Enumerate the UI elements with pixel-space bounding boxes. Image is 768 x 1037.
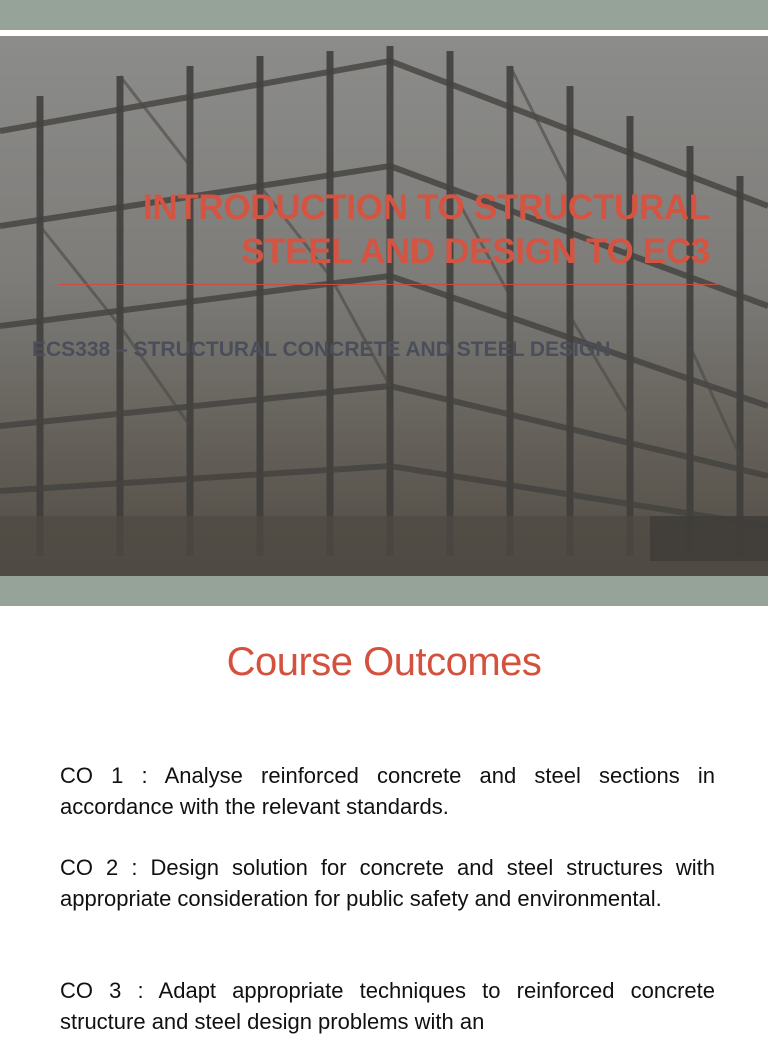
course-outcome-2: CO 2 : Design solution for concrete and steel structures with appropriate consideration for public safety and environmental. xyxy=(60,855,715,911)
top-band xyxy=(0,0,768,30)
section-title: Course Outcomes xyxy=(226,640,542,684)
slide-title-line-2: STEEL AND DESIGN TO EC3 xyxy=(241,232,710,271)
title-underline xyxy=(58,284,718,285)
steel-frame-photo xyxy=(0,36,768,576)
course-outcome-1: CO 1 : Analyse reinforced concrete and steel sections in accordance with the relevant standards. xyxy=(60,763,715,819)
slide-title-line-1: INTRODUCTION TO STRUCTURAL xyxy=(142,188,710,227)
steel-frame-illustration xyxy=(0,36,768,576)
slide-title xyxy=(60,186,710,274)
course-outcome-3: CO 3 : Adapt appropriate techniques to reinforced concrete structure and steel design problems with an xyxy=(60,978,715,1034)
slide-subtitle: ECS338 – STRUCTURAL CONCRETE AND STEEL DESIGN xyxy=(32,338,611,361)
